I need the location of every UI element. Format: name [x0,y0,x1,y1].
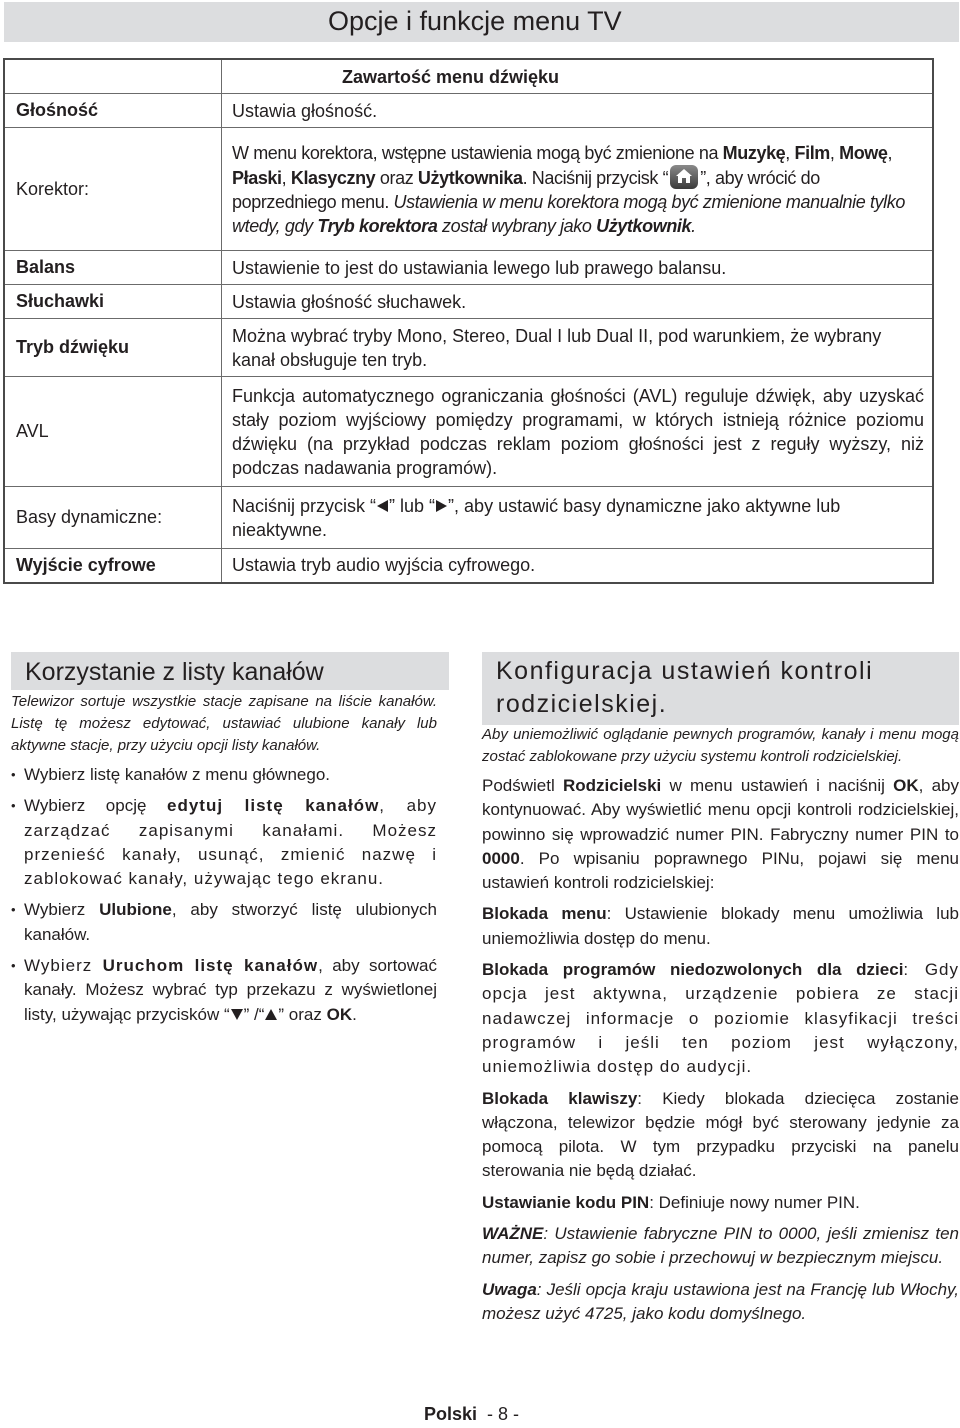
bold-text: Blokada programów niedozwolonych dla dzieci [482,960,904,980]
text: ” lub “ [389,495,436,516]
bold-italic-text: Tryb korektora [317,215,438,236]
table-row [4,377,933,487]
row-label: Basy dynamiczne: [4,487,222,549]
text: ”, aby wrócić do poprzedniego menu. [232,167,820,212]
row-label: Balans [4,251,222,285]
bold-text: Ulubione [99,900,172,920]
text: : Gdy opcja jest aktywna, urządzenie pobiera ze stacji nadawczej informacje o poziomie klasyfikacji treści programów i jeśli ten poziom jest wyłączony, uniemożliwia dostęp do audycji. [482,960,959,1077]
paragraph [482,958,959,1079]
bold-text: Ustawianie kodu PIN [482,1192,650,1212]
row-label: Słuchawki [4,285,222,319]
text: ” /“ [243,1004,265,1024]
table-header: Zawartość menu dźwięku [222,59,934,94]
text: oraz [375,167,418,188]
paragraph [482,1222,959,1271]
text: Wybierz opcję [24,796,168,816]
bold-italic-text: Użytkownik [596,215,692,236]
paragraph [482,1191,959,1215]
bold-text: Muzykę [722,142,786,163]
text: Wybierz [24,900,100,920]
row-description [222,128,934,251]
text: : Ustawienie fabryczne PIN to 0000, jeśli zmienisz ten numer, zapisz go sobie i przechowuj w bezpiecznym miejscu. [482,1224,959,1268]
bold-text: Uruchom listę kanałów [102,956,319,976]
text: . [352,1004,357,1024]
parental-intro: Aby uniemożliwić oglądanie pewnych programów, kanały i menu mogą zostać zablokowane przy użyciu systemu kontroli rodzicielskiej. [482,726,959,765]
italic-text: Ustawienia w menu korektora mogą być zmienione manualnie tylko wtedy, gdy [232,191,905,236]
list-item [11,898,437,947]
row-description: Funkcja automatycznego ograniczania głośności (AVL) reguluje dźwięk, aby uzyskać stały poziom wyjściowy pomiędzy programami, w których istnieją różnice poziomu dźwięku (na przykład podczas reklam poziom głośności jest z reguły wyższy, niż podczas nadawania programów). [222,377,934,487]
channel-list-heading: Korzystanie z listy kanałów [11,652,449,690]
bold-text: OK [326,1004,353,1024]
bold-text: Blokada klawiszy [482,1088,638,1108]
row-label: Głośność [4,94,222,128]
left-arrow-icon [376,499,389,513]
text: . Po wpisaniu poprawnego PINu, pojawi się menu ustawień kontroli rodzicielskiej: [482,848,959,893]
bold-text: WAŻNE [482,1224,544,1244]
table-row [4,128,933,251]
text: w menu ustawień i naciśnij [661,776,894,795]
bold-text: Uwaga [482,1279,537,1299]
footer-language: Polski [424,1404,478,1424]
parental-heading: Konfiguracja ustawień kontroli rodzicielskiej. [482,652,959,725]
channel-list-intro: Telewizor sortuje wszystkie stacje zapisane na liście kanałów. Listę tę możesz edytować, ustawiać ulubione kanały lub aktywne stacje, przy użyciu opcji listy kanałów. [11,693,437,754]
list-item: • Wybierz listę kanałów z menu głównego. [11,763,437,787]
text: , aby stworzyć listę ulubionych kanałów. [24,900,438,944]
row-label: Wyjście cyfrowe [4,549,222,583]
bold-text: Płaski [232,167,282,188]
list-item [11,794,437,891]
text: Wybierz [24,956,103,976]
bold-text: 0000 [482,848,520,868]
bold-text: Klasyczny [290,167,376,188]
row-description: Ustawia głośność. [222,94,934,128]
parental-section [482,724,959,1333]
italic-text: został wybrany jako [437,215,597,236]
bold-text: Blokada menu [482,904,607,924]
paragraph [482,1278,959,1327]
text: : Jeśli opcja kraju ustawiona jest na Francję lub Włochy, możesz użyć 4725, jako kodu domyślnego. [482,1279,959,1323]
bold-text: Rodzicielski [563,776,662,795]
sound-menu-table [3,58,934,584]
up-arrow-icon [264,1008,278,1021]
row-description: Można wybrać tryby Mono, Stereo, Dual I lub Dual II, pod warunkiem, że wybrany kanał obsługuje ten tryb. [222,319,934,377]
text: Naciśnij przycisk “ [232,495,377,516]
paragraph [482,902,959,951]
list-item [11,954,437,1027]
bold-text: Mowę [839,142,888,163]
row-description [222,487,934,549]
text: , aby sortować kanały. Możesz wybrać typ przekazu z wyświetlonej listy, używając przycisków “ [24,956,437,1024]
row-label: Korektor: [4,128,222,251]
text: , [829,142,840,163]
text: . Naciśnij przycisk “ [522,167,669,188]
text: , [887,142,893,163]
bold-text: Film [794,142,830,163]
table-row [4,487,933,549]
bold-text: OK [893,776,919,795]
row-description: Ustawia tryb audio wyjścia cyfrowego. [222,549,934,583]
page-title: Opcje i funkcje menu TV [328,6,622,36]
text: ”, aby ustawić basy dynamiczne jako aktywne lub nieaktywne. [232,495,841,540]
text: : Kiedy blokada dziecięca zostanie włączona, telewizor będzie mógł być sterowany jedynie za pomocą pilota. W tym przypadku przyciski na panelu sterowania nie będą działać. [482,1088,959,1181]
text: : Ustawienie blokady menu umożliwia lub uniemożliwia dostęp do menu. [482,904,959,948]
table-header-blank [4,59,222,94]
table-row [4,319,933,377]
down-arrow-icon [230,1008,244,1021]
text: , [281,167,291,188]
bold-text: edytuj listę kanałów [167,796,380,816]
row-label: Tryb dźwięku [4,319,222,377]
text: , aby kontynuować. Aby wyświetlić menu opcji kontroli rodzicielskiej, powinno się wprowadzić numer PIN. Fabryczny numer PIN to [482,776,960,844]
text: , aby zarządzać zapisanymi kanałami. Możesz przenieść kanały, usunąć, zmienić nazwę i zablokować kanały, używając tego ekranu. [24,796,437,889]
bold-text: Użytkownika [417,167,523,188]
table-row [4,285,933,319]
paragraph [482,774,959,895]
table-header-row [4,59,933,94]
text: , [785,142,795,163]
paragraph [482,1087,959,1184]
row-description: Ustawienie to jest do ustawiania lewego lub prawego balansu. [222,251,934,285]
page-number: - 8 - [487,1404,520,1424]
text: ” oraz [278,1004,327,1024]
italic-text: . [691,215,696,236]
home-button-icon [670,165,698,189]
page-footer [424,1404,519,1425]
table-row [4,94,933,128]
table-row [4,549,933,583]
text: Podświetl [482,776,564,795]
text: : Definiuje nowy numer PIN. [649,1192,860,1212]
row-description: Ustawia głośność słuchawek. [222,285,934,319]
table-row [4,251,933,285]
row-label: AVL [4,377,222,487]
right-arrow-icon [435,499,448,513]
channel-list-section [11,691,437,1034]
text: W menu korektora, wstępne ustawienia mogą być zmienione na [232,142,723,163]
channel-list-bullets [11,763,437,1027]
